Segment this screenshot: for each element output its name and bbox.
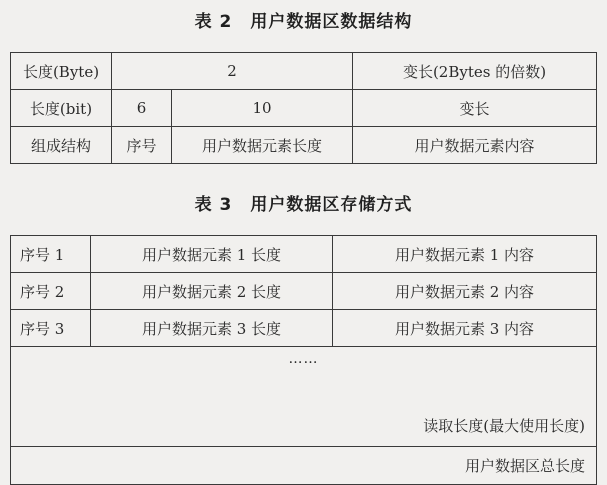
- total-length-label: 用户数据区总长度: [11, 447, 597, 485]
- table-cell: 变长: [353, 90, 597, 127]
- table-row: [11, 236, 597, 273]
- table-row: [11, 90, 597, 127]
- table-cell: 用户数据元素 2 长度: [91, 273, 333, 310]
- read-length-label: 读取长度(最大使用长度): [423, 417, 585, 435]
- table-cell: 长度(bit): [11, 90, 112, 127]
- table-cell: 2: [112, 53, 353, 90]
- table-cell: 序号 2: [11, 273, 91, 310]
- table-cell: 用户数据元素 1 长度: [91, 236, 333, 273]
- table-cell: 变长(2Bytes 的倍数): [353, 53, 597, 90]
- table-cell: 用户数据元素长度: [172, 127, 353, 164]
- table-cell: 用户数据元素 3 内容: [333, 310, 597, 347]
- table-2-caption: 表 2 用户数据区数据结构: [194, 12, 413, 32]
- table-cell: 6: [112, 90, 172, 127]
- table-row: [11, 127, 597, 164]
- table-row: [11, 447, 597, 485]
- table-cell: 组成结构: [11, 127, 112, 164]
- table-3-caption: 表 3 用户数据区存储方式: [194, 195, 413, 215]
- table-row: [11, 273, 597, 310]
- read-length-cell: [11, 347, 597, 447]
- table-row: [11, 310, 597, 347]
- table-cell: 序号: [112, 127, 172, 164]
- table-cell: 用户数据元素 2 内容: [333, 273, 597, 310]
- table-cell: 10: [172, 90, 353, 127]
- table-row: [11, 53, 597, 90]
- table-cell: 用户数据元素内容: [353, 127, 597, 164]
- ellipsis-text: ……: [288, 351, 319, 367]
- user-data-storage-table: [10, 235, 597, 485]
- user-data-structure-table: [10, 52, 597, 164]
- table-cell: 用户数据元素 1 内容: [333, 236, 597, 273]
- table-cell: 序号 3: [11, 310, 91, 347]
- table-cell: 序号 1: [11, 236, 91, 273]
- table-row: [11, 347, 597, 447]
- table-cell: 用户数据元素 3 长度: [91, 310, 333, 347]
- table-cell: 长度(Byte): [11, 53, 112, 90]
